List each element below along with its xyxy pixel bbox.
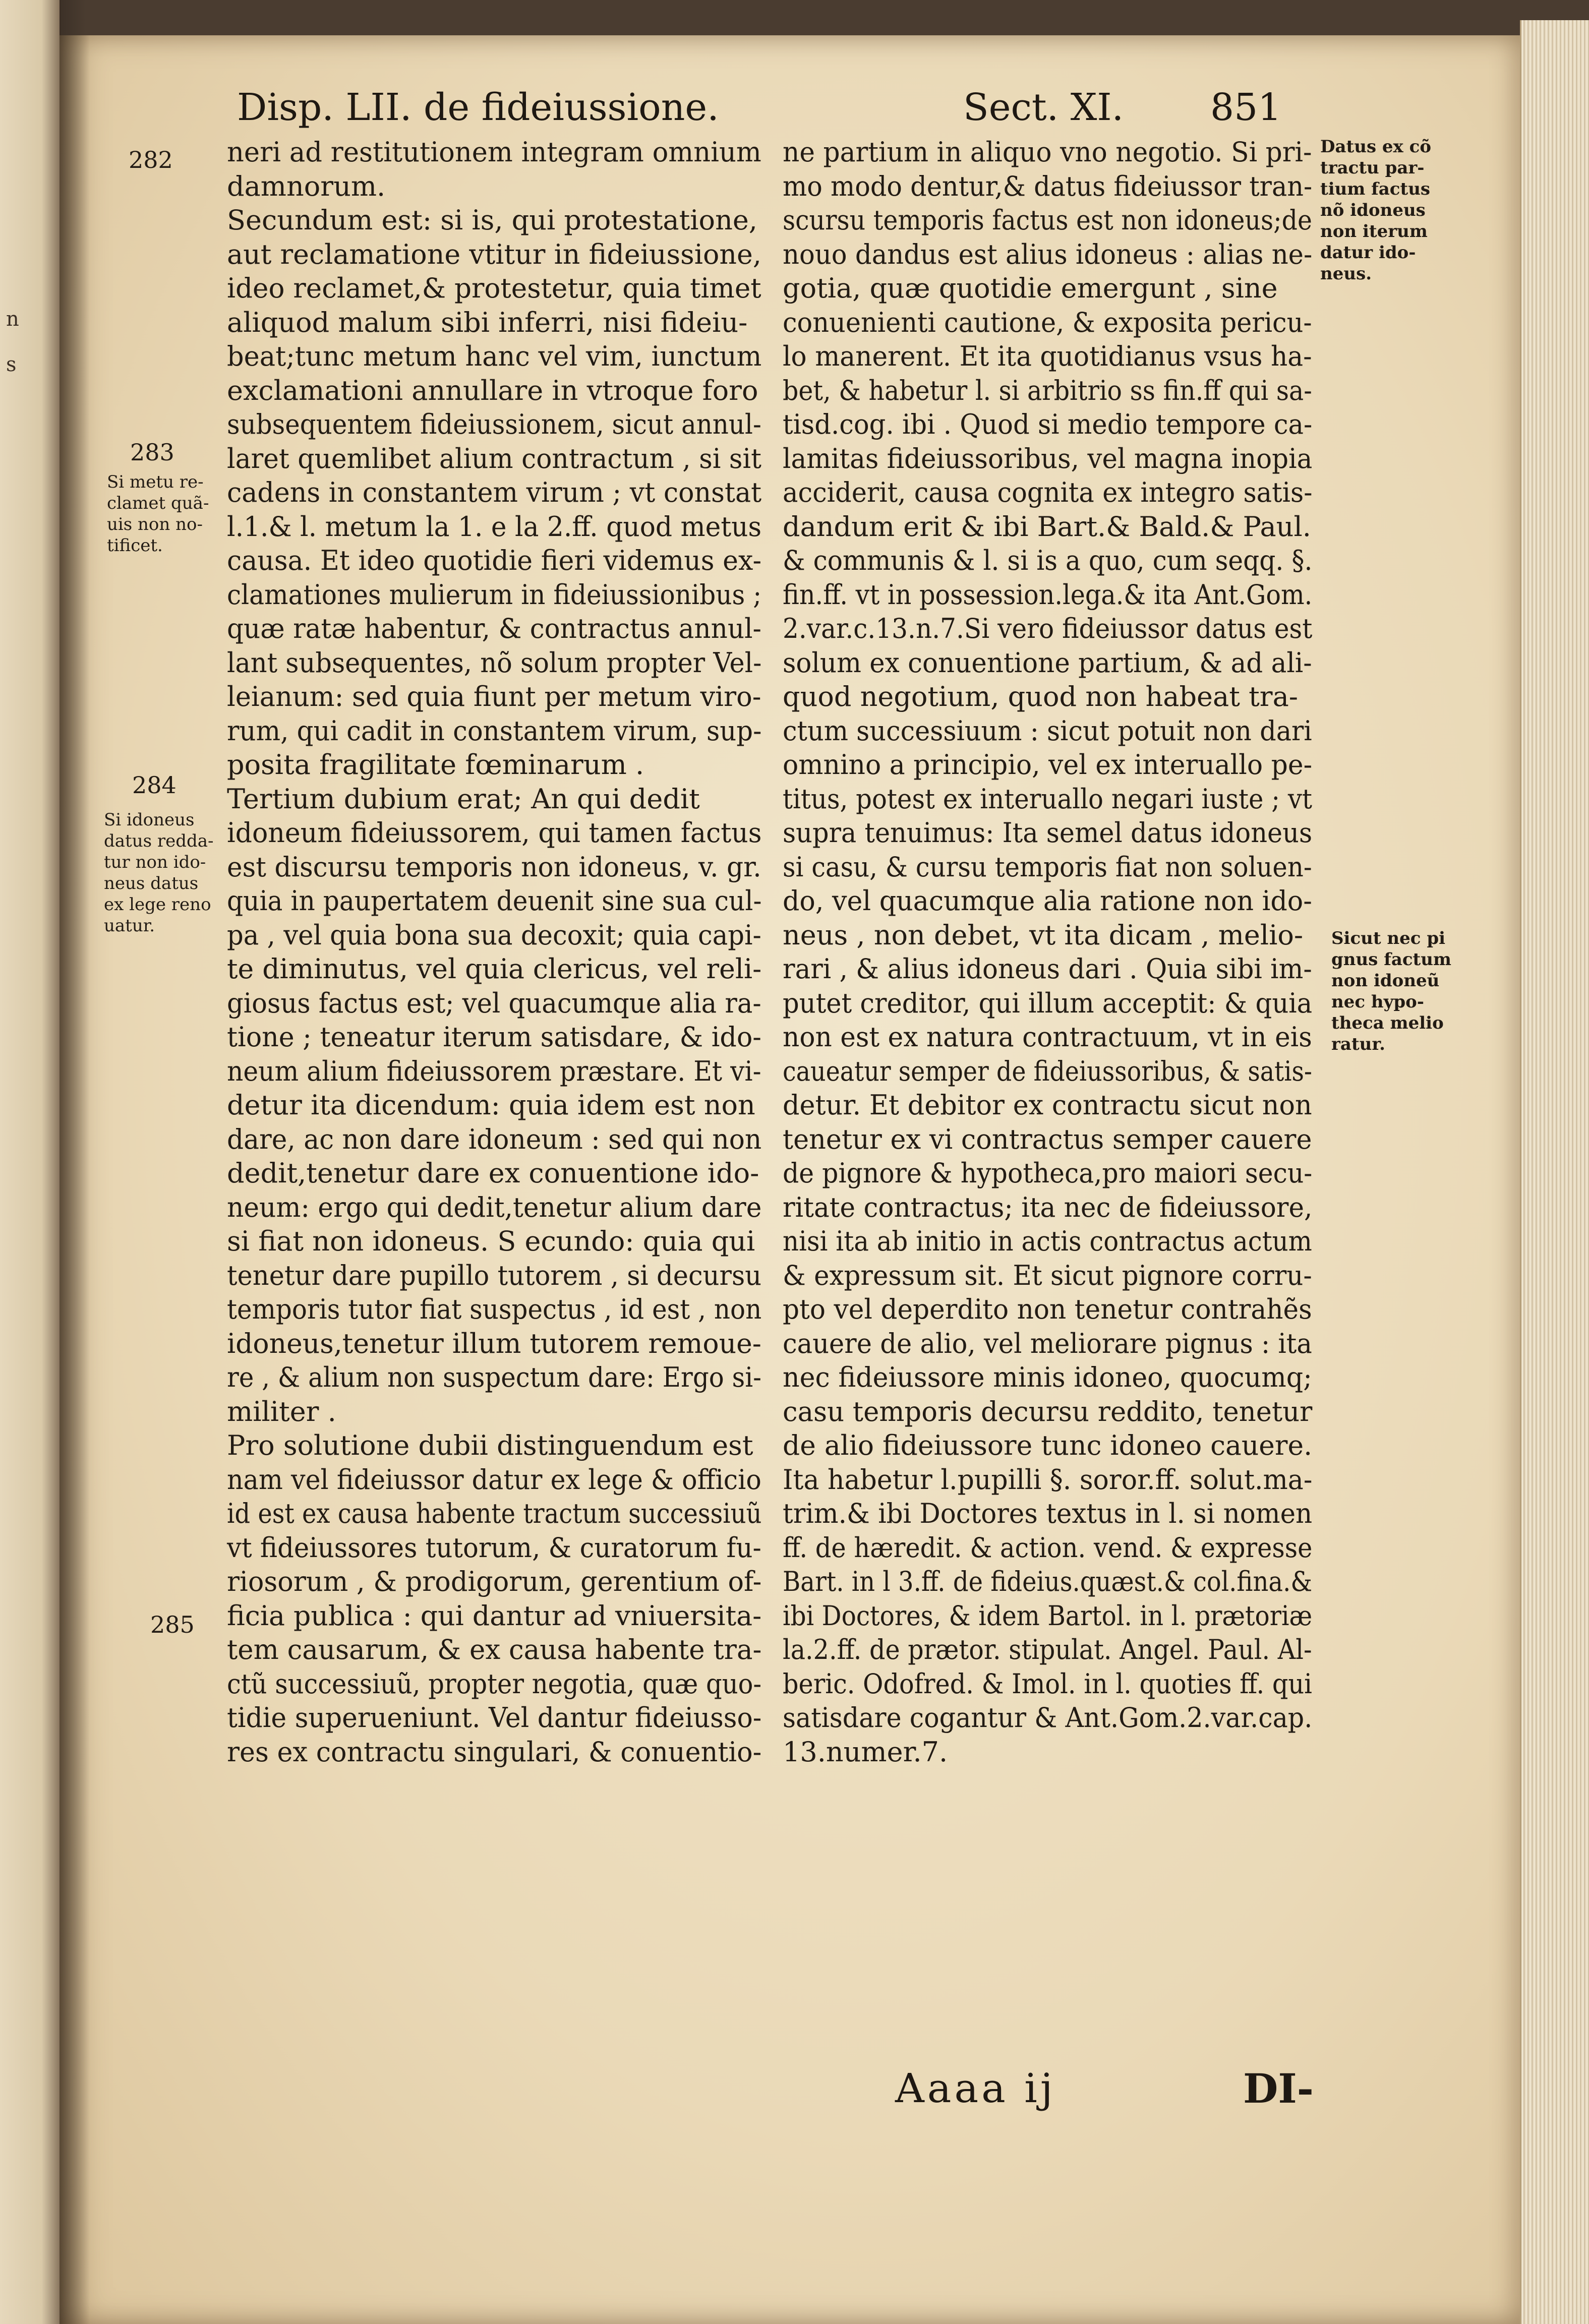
text-line: do, vel quacumque alia ratione non ido- [783, 885, 1312, 917]
text-line: omnino a principio, vel ex interuallo pe- [783, 749, 1313, 781]
text-line: damnorum. [227, 170, 386, 202]
text-line: scursu temporis factus est non idoneus;de [783, 204, 1312, 236]
text-line: idoneum fideiussorem, qui tamen factus [227, 817, 762, 849]
text-line: 2.var.c.13.n.7.Si vero fideiussor datus est [783, 613, 1313, 644]
margin-number-284: 284 [132, 771, 176, 799]
left-margin-note-283 [107, 471, 209, 556]
note-line: uis non no- [107, 514, 203, 534]
text-line: cauere de alio, vel meliorare pignus : ita [783, 1327, 1312, 1359]
text-line: mo modo dentur,& datus fideiussor tran- [783, 170, 1313, 202]
text-line: rari , & alius idoneus dari . Quia sibi im- [783, 953, 1312, 985]
note-line: uatur. [104, 916, 155, 936]
text-line: gotia, quæ quotidie emergunt , sine [783, 272, 1278, 304]
text-line: tem causarum, & ex causa habente tra- [227, 1634, 762, 1665]
text-line: ctũ successiuũ, propter negotia, quæ quo- [227, 1667, 762, 1700]
text-line: fin.ff. vt in possession.lega.& ita Ant.Gom. [783, 578, 1313, 611]
text-line: conuenienti cautione, & exposita pericu- [783, 306, 1312, 338]
text-line: lo manerent. Et ita quotidianus vsus ha- [783, 340, 1312, 372]
text-line: & expressum sit. Et sicut pignore corru- [783, 1259, 1312, 1291]
text-line: nec fideiussore minis idoneo, quocumq; [783, 1361, 1312, 1393]
text-line: vt fideiussores tutorum, & curatorum fu- [227, 1531, 761, 1564]
left-margin-note-284 [104, 809, 214, 936]
note-line: ex lege reno [104, 895, 211, 915]
text-line: cadens in constantem virum ; vt constat [227, 476, 762, 508]
text-line: ibi Doctores, & idem Bartol. in l. prætoriæ [783, 1599, 1313, 1632]
text-line: laret quemlibet alium contractum , si sit [227, 442, 761, 474]
text-line: de alio fideiussore tunc idoneo cauere. [783, 1429, 1313, 1461]
text-line: lant subsequentes, nõ solum propter Vel- [227, 646, 762, 679]
text-line: detur ita dicendum: quia idem est non [227, 1089, 755, 1121]
text-line: militer . [227, 1395, 336, 1427]
text-line: de pignore & hypotheca,pro maiori secu- [783, 1157, 1313, 1189]
text-line: & communis & l. si is a quo, cum seqq. §. [783, 545, 1313, 576]
text-line: riosorum , & prodigorum, gerentium of- [227, 1566, 762, 1597]
text-line: aliquod malum sibi inferri, nisi fideiu- [227, 306, 748, 338]
section-heading: Sect. XI. [963, 86, 1124, 129]
note-line: gnus factum [1331, 949, 1451, 970]
text-line: res ex contractu singulari, & conuentio- [227, 1736, 762, 1768]
page-block-edge [1520, 20, 1589, 2324]
catchword: DI- [1243, 2065, 1314, 2112]
text-line: titus, potest ex interuallo negari iuste ; vt [783, 783, 1312, 815]
text-line: Tertium dubium erat; An qui dedit [227, 783, 700, 815]
note-line: Si idoneus [104, 810, 195, 830]
text-line: casu temporis decursu reddito, tenetur [783, 1395, 1313, 1427]
text-line: 13.numer.7. [783, 1736, 948, 1768]
text-line: dandum erit & ibi Bart.& Bald.& Paul. [783, 510, 1311, 543]
note-line: clamet quã- [107, 493, 209, 513]
note-line: datur ido- [1320, 243, 1416, 263]
text-line: causa. Et ideo quotidie fieri videmus ex- [227, 545, 762, 576]
text-line: leianum: sed quia fiunt per metum viro- [227, 681, 761, 712]
text-line: trim.& ibi Doctores textus in l. si nomen [783, 1498, 1313, 1529]
note-line: tium factus [1320, 179, 1431, 199]
text-line: dedit,tenetur dare ex conuentione ido- [227, 1157, 759, 1189]
text-line: aut reclamatione vtitur in fideiussione, [227, 238, 761, 270]
text-line: beat;tunc metum hanc vel vim, iunctum [227, 340, 762, 372]
note-line: tificet. [107, 535, 163, 556]
note-line: nõ idoneus [1320, 200, 1426, 220]
text-line: ficia publica : qui dantur ad vniuersita- [227, 1599, 762, 1632]
text-line: neum alium fideiussorem præstare. Et vi- [227, 1055, 761, 1087]
text-column-left [227, 135, 828, 1769]
text-line: putet creditor, qui illum acceptit: & quia [783, 987, 1313, 1019]
text-line: neus , non debet, vt ita dicam , melio- [783, 919, 1304, 951]
margin-number-285: 285 [150, 1611, 195, 1638]
text-line: Pro solutione dubii distinguendum est [227, 1429, 753, 1461]
text-line: ideo reclamet,& protestetur, quia timet [227, 272, 761, 304]
note-line: theca melio [1331, 1013, 1444, 1033]
page-number: 851 [1210, 86, 1282, 129]
text-line: nisi ita ab initio in actis contractus actum [783, 1225, 1312, 1257]
signature-mark: Aaaa ij [895, 2065, 1056, 2112]
text-line: detur. Et debitor ex contractu sicut non [783, 1089, 1312, 1121]
text-line: si fiat non idoneus. S ecundo: quia qui [227, 1225, 755, 1257]
text-line: ctum successiuum : sicut potuit non dari [783, 714, 1312, 747]
text-line: ff. de hæredit. & action. vend. & expresse [783, 1531, 1313, 1564]
note-line: neus datus [104, 873, 199, 893]
text-line: si casu, & cursu temporis fiat non soluen- [783, 851, 1312, 883]
text-line: quod negotium, quod non habeat tra- [783, 681, 1299, 712]
text-line: ritate contractus; ita nec de fideiussore, [783, 1191, 1313, 1223]
text-line: solum ex conuentione partium, & ad ali- [783, 646, 1312, 679]
text-line: lamitas fideiussoribus, vel magna inopia [783, 442, 1313, 474]
text-line: quia in paupertatem deuenit sine sua cul- [227, 885, 762, 917]
text-line: pa , vel quia bona sua decoxit; quia capi- [227, 919, 761, 951]
text-line: Bart. in l 3.ff. de fideius.quæst.& col.fina.& [783, 1566, 1313, 1597]
text-line: satisdare cogantur & Ant.Gom.2.var.cap. [783, 1702, 1313, 1734]
binding-shadow [60, 35, 90, 2324]
text-line: la.2.ff. de prætor. stipulat. Angel. Paul. Al- [783, 1634, 1312, 1665]
text-line: non est ex natura contractuum, vt in eis [783, 1021, 1312, 1053]
prev-page-fragment: n [6, 308, 19, 331]
text-line: quæ ratæ habentur, & contractus annul- [227, 613, 761, 644]
text-line: tenetur dare pupillo tutorem , si decursu [227, 1259, 762, 1291]
note-line: Sicut nec pi [1331, 928, 1446, 948]
text-column-right [783, 135, 1384, 1769]
text-line: est discursu temporis non idoneus, v. gr. [227, 851, 761, 883]
previous-page-edge [0, 0, 61, 2324]
text-line: tidie superueniunt. Vel dantur fideiusso- [227, 1702, 762, 1734]
text-line: Ita habetur l.pupilli §. soror.ff. solut.ma- [783, 1463, 1313, 1496]
text-line: re , & alium non suspectum dare: Ergo si- [227, 1361, 762, 1393]
text-line: subsequentem fideiussionem, sicut annul- [227, 408, 761, 440]
text-line: posita fragilitate fœminarum . [227, 749, 644, 781]
note-line: tur non ido- [104, 852, 206, 872]
margin-number-283: 283 [130, 439, 174, 466]
text-line: giosus factus est; vel quacumque alia ra- [227, 987, 761, 1019]
margin-number-282: 282 [129, 146, 173, 173]
text-line: supra tenuimus: Ita semel datus idoneus [783, 817, 1313, 849]
text-line: caueatur semper de fideiussoribus, & satis- [783, 1055, 1312, 1087]
note-line: ratur. [1331, 1034, 1385, 1054]
text-line: neum: ergo qui dedit,tenetur alium dare [227, 1191, 762, 1223]
text-line: tisd.cog. ibi . Quod si medio tempore ca- [783, 408, 1313, 440]
note-line: neus. [1320, 264, 1372, 284]
text-line: nam vel fideiussor datur ex lege & officio [227, 1463, 761, 1496]
text-line: exclamationi annullare in vtroque foro [227, 374, 758, 406]
text-line: bet, & habetur l. si arbitrio ss fin.ff qui sa- [783, 374, 1312, 406]
text-line: tenetur ex vi contractus semper cauere [783, 1123, 1312, 1155]
text-line: nouo dandus est alius idoneus : alias ne- [783, 238, 1313, 270]
note-line: Datus ex cõ [1320, 137, 1432, 157]
text-line: temporis tutor fiat suspectus , id est , non [227, 1293, 762, 1325]
note-line: non iterum [1320, 221, 1428, 242]
text-line: acciderit, causa cognita ex integro satis- [783, 476, 1313, 508]
text-line: ne partium in aliquo vno negotio. Si pri- [783, 136, 1312, 168]
text-line: id est ex causa habente tractum successiuũ [227, 1498, 762, 1529]
text-line: beric. Odofred. & Imol. in l. quoties ff. qui [783, 1667, 1312, 1700]
text-line: tione ; teneatur iterum satisdare, & ido- [227, 1021, 761, 1053]
text-line: dare, ac non dare idoneum : sed qui non [227, 1123, 762, 1155]
running-title: Disp. LII. de fideiussione. [237, 86, 719, 129]
note-line: non idoneũ [1331, 971, 1440, 991]
text-line: idoneus,tenetur illum tutorem remoue- [227, 1327, 761, 1359]
text-line: l.1.& l. metum la 1. e la 2.ff. quod metus [227, 510, 762, 543]
text-line: neri ad restitutionem integram omnium [227, 136, 761, 168]
text-line: Secundum est: si is, qui protestatione, [227, 204, 757, 236]
note-line: nec hypo- [1331, 992, 1424, 1012]
text-line: te diminutus, vel quia clericus, vel reli- [227, 953, 762, 985]
note-line: Si metu re- [107, 472, 204, 492]
text-line: pto vel deperdito non tenetur contrahẽs [783, 1293, 1312, 1325]
text-line: rum, qui cadit in constantem virum, sup- [227, 714, 762, 747]
note-line: tractu par- [1320, 158, 1425, 178]
text-line: clamationes mulierum in fideiussionibus ; [227, 578, 762, 611]
note-line: datus redda- [104, 831, 214, 851]
prev-page-fragment: s [6, 353, 17, 376]
